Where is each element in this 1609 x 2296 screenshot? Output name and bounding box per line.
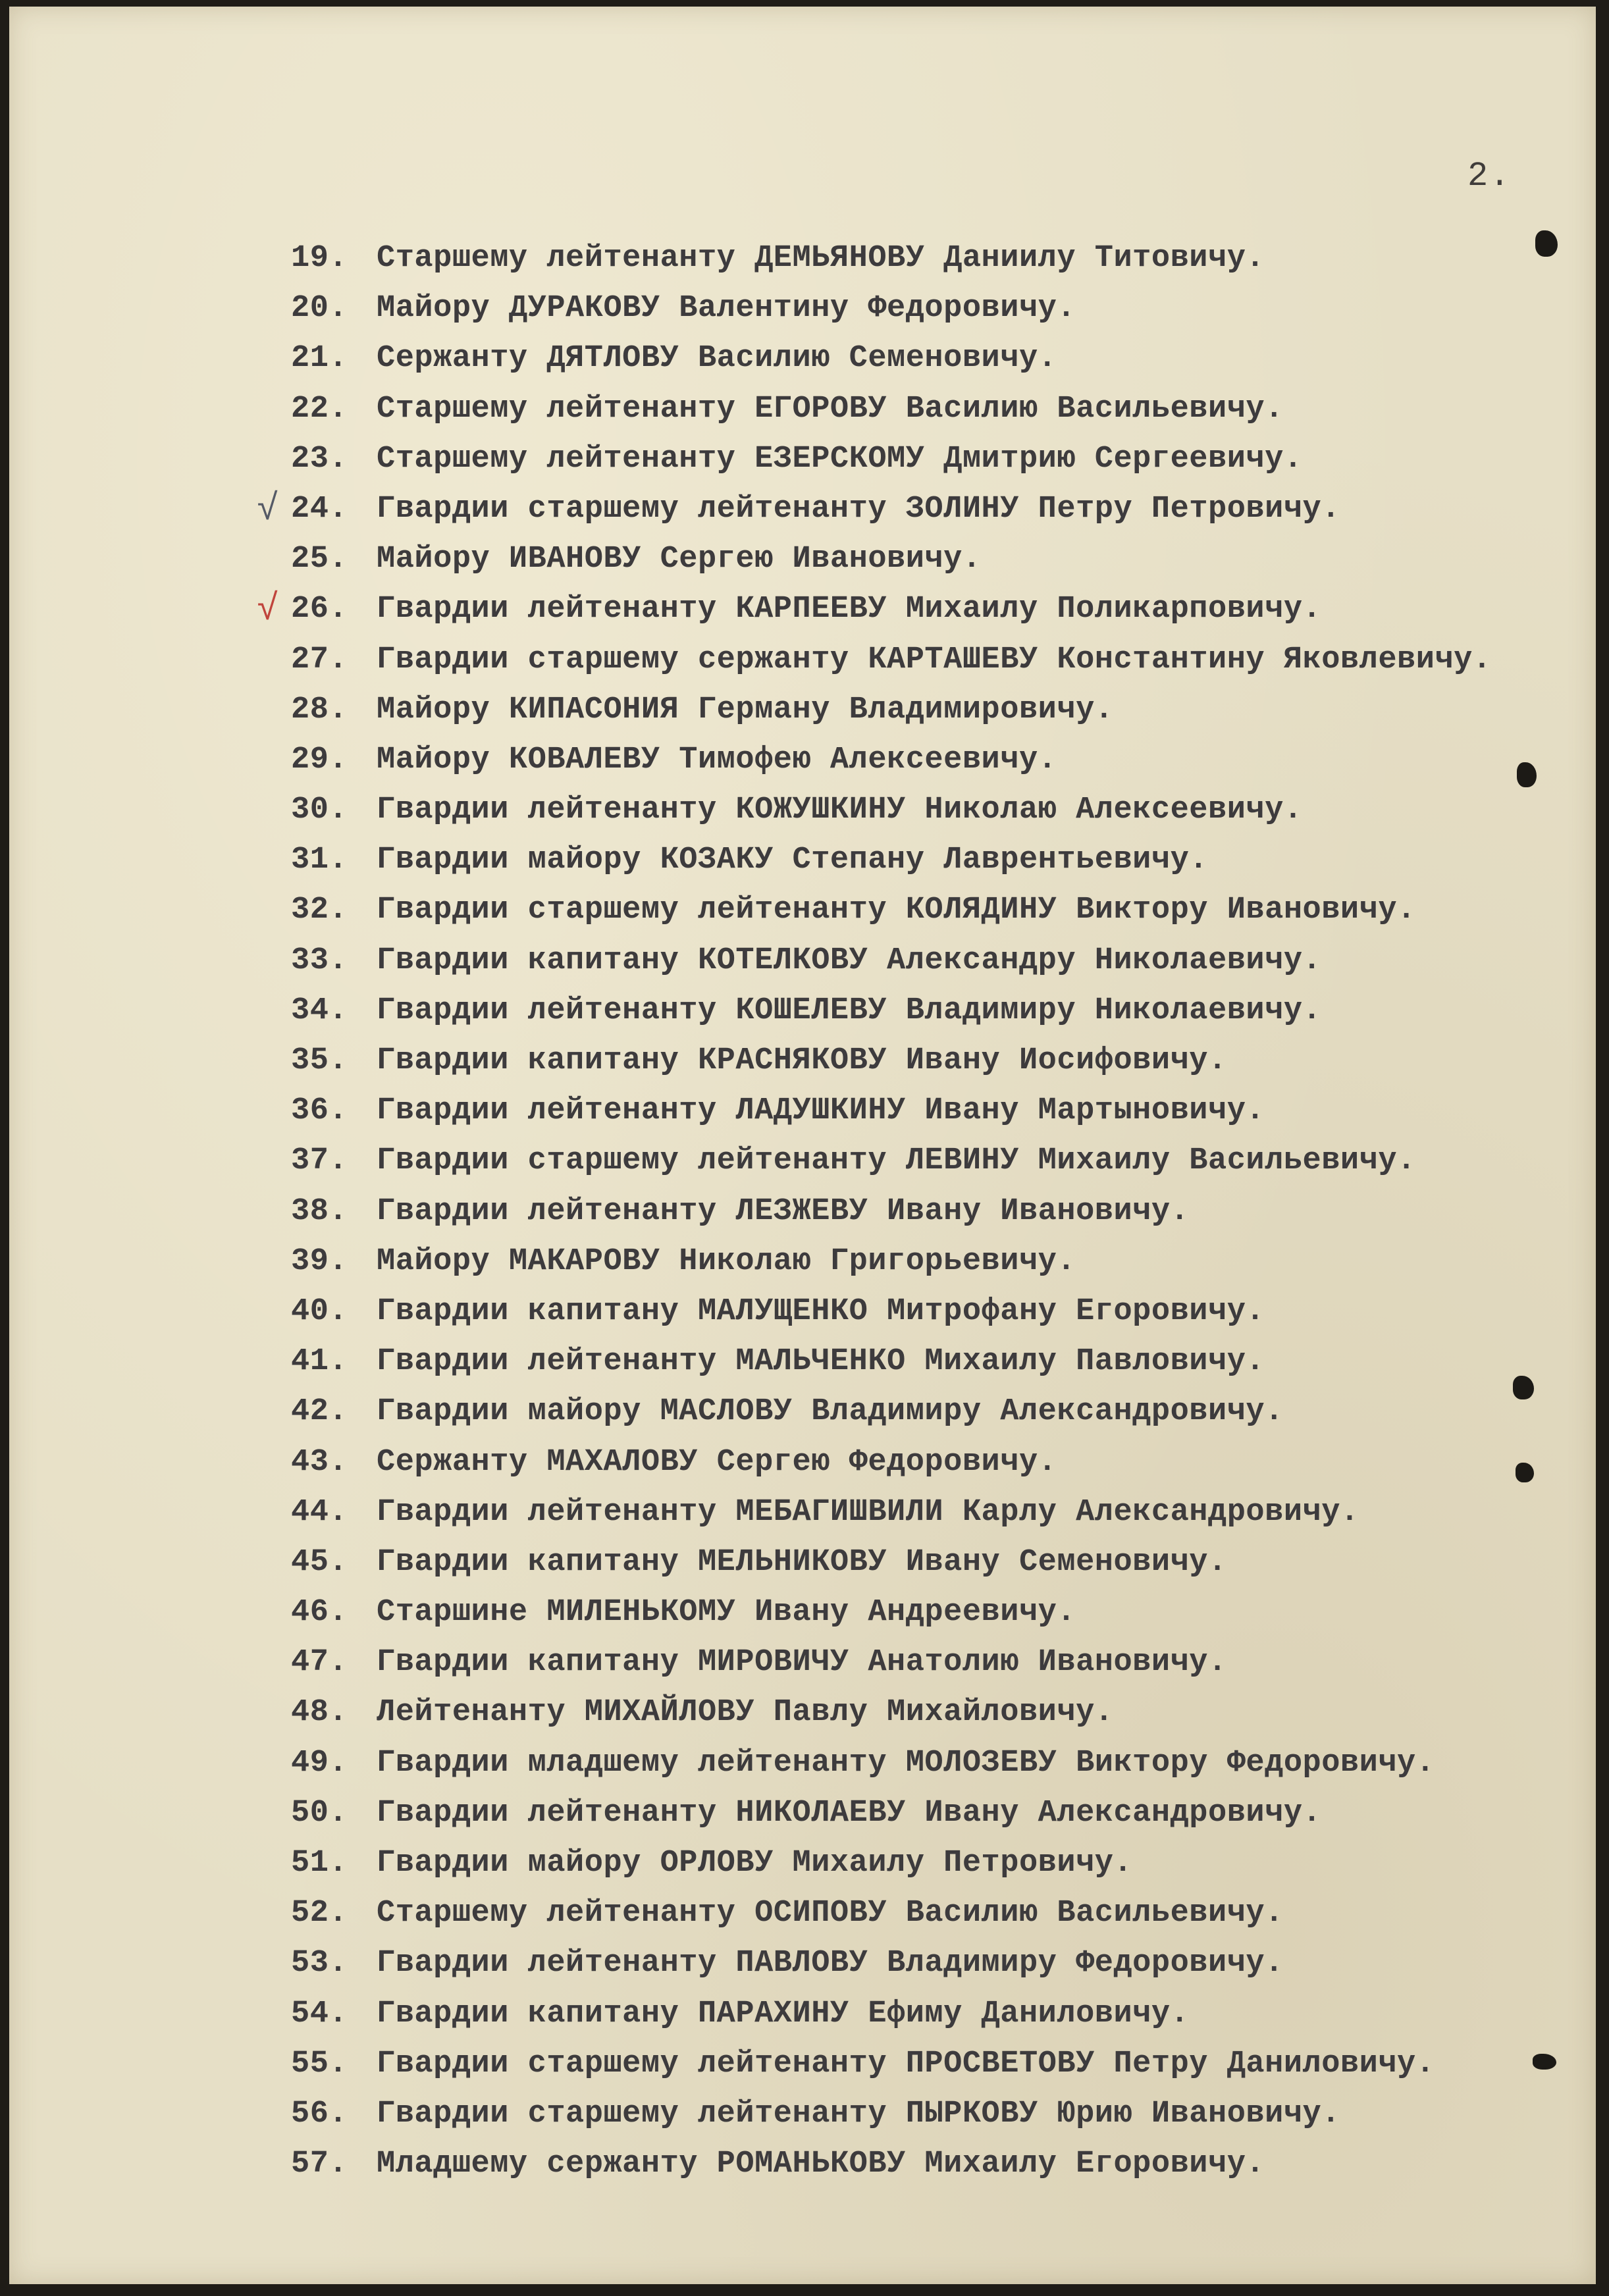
entry-text: Гвардии лейтенанту МАЛЬЧЕНКО Михаилу Павловичу. (377, 1344, 1265, 1380)
entry-number: 37. (291, 1143, 348, 1179)
binder-hole (1513, 1376, 1534, 1399)
entry-text: Гвардии лейтенанту МЕБАГИШВИЛИ Карлу Александровичу. (377, 1494, 1359, 1530)
binder-hole (1517, 762, 1537, 787)
list-item (291, 1136, 1601, 1186)
entry-text: Гвардии лейтенанту КОЖУШКИНУ Николаю Алексеевичу. (377, 793, 1303, 828)
entry-number: 24. (291, 491, 348, 527)
entry-text: Гвардии капитану КОТЕЛКОВУ Александру Николаевичу. (377, 943, 1322, 978)
entry-text: Гвардии капитану МИРОВИЧУ Анатолию Ивановичу. (377, 1645, 1227, 1681)
list-item (291, 1588, 1601, 1638)
entry-text: Старшему лейтенанту ЕЗЕРСКОМУ Дмитрию Сергеевичу. (377, 441, 1303, 477)
entry-number: 35. (291, 1043, 348, 1078)
entry-text: Гвардии лейтенанту ЛАДУШКИНУ Ивану Мартыновичу. (377, 1093, 1265, 1129)
document-page (9, 7, 1596, 2284)
entry-text: Майору ИВАНОВУ Сергею Ивановичу. (377, 542, 982, 577)
entry-number: 43. (291, 1444, 348, 1480)
entry-text: Сержанту МАХАЛОВУ Сергею Федоровичу. (377, 1444, 1057, 1480)
entry-text: Старшему лейтенанту ДЕМЬЯНОВУ Даниилу Титовичу. (377, 241, 1265, 276)
entry-text: Гвардии капитану МЕЛЬНИКОВУ Ивану Семеновичу. (377, 1544, 1227, 1580)
binder-hole (1516, 1463, 1534, 1482)
check-mark: √ (257, 488, 280, 531)
list-item (291, 1387, 1601, 1437)
entry-text: Старшему лейтенанту ЕГОРОВУ Василию Васильевичу. (377, 391, 1284, 427)
list-item (291, 2139, 1601, 2189)
entry-number: 55. (291, 2046, 348, 2081)
list-item (291, 785, 1601, 835)
entry-text: Гвардии капитану МАЛУЩЕНКО Митрофану Егоровичу. (377, 1293, 1265, 1329)
entry-number: 21. (291, 341, 348, 377)
entry-number: 45. (291, 1544, 348, 1580)
list-item (291, 685, 1601, 735)
entry-number: 33. (291, 943, 348, 978)
entry-number: 20. (291, 291, 348, 326)
entry-number: 28. (291, 692, 348, 727)
list-item (291, 1337, 1601, 1387)
list-item (291, 1287, 1601, 1337)
entry-text: Старшине МИЛЕНЬКОМУ Ивану Андреевичу. (377, 1595, 1076, 1631)
entry-text: Гвардии лейтенанту ПАВЛОВУ Владимиру Федоровичу. (377, 1946, 1284, 1981)
entry-text: Гвардии старшему лейтенанту КОЛЯДИНУ Виктору Ивановичу. (377, 893, 1416, 928)
list-item (291, 735, 1601, 785)
binder-hole (1533, 2054, 1556, 2070)
list-item (291, 635, 1601, 685)
entry-number: 53. (291, 1946, 348, 1981)
list-item (291, 1086, 1601, 1136)
list-item (291, 1839, 1601, 1889)
entry-number: 40. (291, 1293, 348, 1329)
entry-number: 39. (291, 1243, 348, 1279)
entry-text: Гвардии лейтенанту КОШЕЛЕВУ Владимиру Николаевичу. (377, 993, 1322, 1028)
entry-number: 54. (291, 1996, 348, 2031)
binder-hole (1535, 230, 1558, 257)
list-item (291, 1187, 1601, 1237)
entry-number: 49. (291, 1745, 348, 1781)
entry-number: 38. (291, 1193, 348, 1229)
entry-number: 52. (291, 1896, 348, 1931)
page-number: 2. (1467, 157, 1512, 196)
entry-number: 51. (291, 1846, 348, 1881)
entry-text: Майору ДУРАКОВУ Валентину Федоровичу. (377, 291, 1076, 326)
list-item (291, 234, 1601, 284)
entry-text: Сержанту ДЯТЛОВУ Василию Семеновичу. (377, 341, 1057, 377)
entry-text: Майору КОВАЛЕВУ Тимофею Алексеевичу. (377, 742, 1057, 777)
entry-number: 47. (291, 1645, 348, 1681)
entry-text: Младшему сержанту РОМАНЬКОВУ Михаилу Егоровичу. (377, 2147, 1265, 2182)
list-item (291, 334, 1601, 384)
list-item (291, 2089, 1601, 2139)
entry-number: 27. (291, 642, 348, 677)
list-item (291, 1538, 1601, 1588)
entry-number: 46. (291, 1595, 348, 1631)
entry-number: 42. (291, 1394, 348, 1430)
entry-number: 19. (291, 241, 348, 276)
list-item (291, 885, 1601, 935)
entry-text: Гвардии капитану КРАСНЯКОВУ Ивану Иосифовичу. (377, 1043, 1227, 1078)
entry-number: 32. (291, 893, 348, 928)
entry-text: Старшему лейтенанту ОСИПОВУ Василию Васильевичу. (377, 1896, 1284, 1931)
entry-text: Гвардии лейтенанту ЛЕЗЖЕВУ Ивану Ивановичу. (377, 1193, 1190, 1229)
entry-number: 50. (291, 1795, 348, 1831)
list-item (257, 484, 1601, 535)
entry-number: 48. (291, 1695, 348, 1731)
list-item (291, 1488, 1601, 1538)
entry-number: 56. (291, 2096, 348, 2131)
entry-text: Гвардии майору КОЗАКУ Степану Лаврентьевичу. (377, 843, 1209, 878)
list-item (291, 1738, 1601, 1788)
entry-text: Гвардии старшему лейтенанту ЗОЛИНУ Петру Петровичу. (377, 491, 1340, 527)
entry-text: Гвардии лейтенанту КАРПЕЕВУ Михаилу Поликарповичу. (377, 592, 1322, 627)
list-item (291, 1036, 1601, 1086)
entry-number: 41. (291, 1344, 348, 1380)
list-item (291, 2039, 1601, 2089)
entry-text: Гвардии майору ОРЛОВУ Михаилу Петровичу. (377, 1846, 1133, 1881)
entry-number: 30. (291, 793, 348, 828)
list-item (257, 585, 1601, 635)
entry-text: Гвардии майору МАСЛОВУ Владимиру Александровичу. (377, 1394, 1284, 1430)
entry-number: 23. (291, 441, 348, 477)
entry-number: 22. (291, 391, 348, 427)
entry-text: Майору КИПАСОНИЯ Герману Владимировичу. (377, 692, 1114, 727)
entry-number: 34. (291, 993, 348, 1028)
list-item (291, 535, 1601, 585)
entry-text: Гвардии старшему лейтенанту ПРОСВЕТОВУ Петру Даниловичу. (377, 2046, 1435, 2081)
entry-number: 26. (291, 592, 348, 627)
list-item (291, 1989, 1601, 2039)
entry-text: Гвардии капитану ПАРАХИНУ Ефиму Даниловичу. (377, 1996, 1190, 2031)
entry-text: Гвардии младшему лейтенанту МОЛОЗЕВУ Виктору Федоровичу. (377, 1745, 1435, 1781)
entry-text: Гвардии старшему сержанту КАРТАШЕВУ Константину Яковлевичу. (377, 642, 1492, 677)
entry-text: Лейтенанту МИХАЙЛОВУ Павлу Михайловичу. (377, 1695, 1114, 1731)
entry-number: 57. (291, 2147, 348, 2182)
entry-number: 44. (291, 1494, 348, 1530)
entry-number: 31. (291, 843, 348, 878)
entry-text: Гвардии старшему лейтенанту ЛЕВИНУ Михаилу Васильевичу. (377, 1143, 1416, 1179)
list-item (291, 1939, 1601, 1989)
list-item (291, 284, 1601, 334)
list-item (291, 434, 1601, 484)
list-item (291, 1237, 1601, 1287)
list-item (291, 835, 1601, 885)
award-list (257, 234, 1601, 2189)
list-item (291, 1788, 1601, 1839)
list-item (291, 1638, 1601, 1688)
entry-text: Гвардии лейтенанту НИКОЛАЕВУ Ивану Александровичу. (377, 1795, 1322, 1831)
check-mark: √ (257, 588, 280, 631)
list-item (291, 1438, 1601, 1488)
list-item (291, 1889, 1601, 1939)
entry-text: Гвардии старшему лейтенанту ПЫРКОВУ Юрию Ивановичу. (377, 2096, 1340, 2131)
entry-number: 36. (291, 1093, 348, 1129)
entry-number: 25. (291, 542, 348, 577)
list-item (291, 936, 1601, 986)
list-item (291, 384, 1601, 434)
list-item (291, 986, 1601, 1036)
entry-number: 29. (291, 742, 348, 777)
list-item (291, 1688, 1601, 1738)
entry-text: Майору МАКАРОВУ Николаю Григорьевичу. (377, 1243, 1076, 1279)
